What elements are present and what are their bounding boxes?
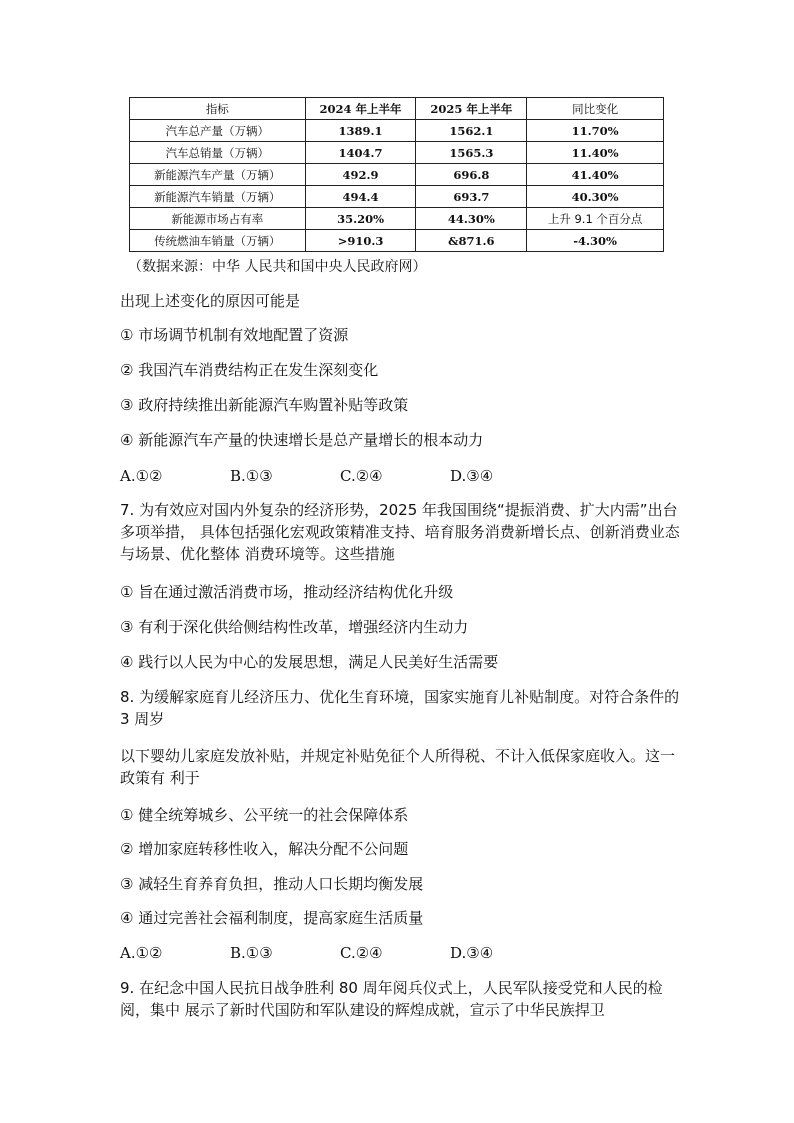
header-2024h1: 2024 年上半年 xyxy=(305,98,416,120)
table-cell: 1404.7 xyxy=(305,142,416,164)
table-cell: 35.20% xyxy=(305,208,416,230)
table-cell: 693.7 xyxy=(416,186,527,208)
table-cell: 1565.3 xyxy=(416,142,527,164)
q6-option-c: C.②④ xyxy=(340,467,383,485)
header-indicator: 指标 xyxy=(130,98,306,120)
q6-stem: 出现上述变化的原因可能是 xyxy=(120,292,301,310)
q8-stem-part2: 以下婴幼儿家庭发放补贴，并规定补贴免征个人所得税、不计入低保家庭收入。这一政策有 利于 xyxy=(120,747,676,787)
q8-item-3: ③ 减轻生育养育负担，推动人口长期均衡发展 xyxy=(120,875,424,893)
q7-item-1: ① 旨在通过激活消费市场，推动经济结构优化升级 xyxy=(120,583,454,601)
q8-item-1: ① 健全统筹城乡、公平统一的社会保障体系 xyxy=(120,806,409,824)
table-cell: >910.3 xyxy=(305,230,416,252)
table-cell: 新能源汽车产量（万辆） xyxy=(130,164,306,186)
q9-stem: 9. 在纪念中国人民抗日战争胜利 80 周年阅兵仪式上，人民军队接受党和人民的检阅，集中 展示了新时代国防和军队建设的辉煌成就，宣示了中华民族捍卫 xyxy=(120,979,663,1019)
q8-option-d: D.③④ xyxy=(450,944,494,962)
q6-item-3: ③ 政府持续推出新能源汽车购置补贴等政策 xyxy=(120,396,409,414)
table-cell: 1562.1 xyxy=(416,120,527,142)
vehicle-data-table xyxy=(129,97,664,252)
table-cell: 11.40% xyxy=(527,142,664,164)
table-row xyxy=(130,120,664,142)
table-cell: 41.40% xyxy=(527,164,664,186)
table-cell: 44.30% xyxy=(416,208,527,230)
q8-option-b: B.①③ xyxy=(230,944,273,962)
table-row xyxy=(130,208,664,230)
q6-item-2: ② 我国汽车消费结构正在发生深刻变化 xyxy=(120,361,379,379)
q8-item-4: ④ 通过完善社会福利制度，提高家庭生活质量 xyxy=(120,909,424,927)
table-cell: 11.70% xyxy=(527,120,664,142)
table-row xyxy=(130,186,664,208)
table-row xyxy=(130,230,664,252)
table-cell: 40.30% xyxy=(527,186,664,208)
header-2025h1: 2025 年上半年 xyxy=(416,98,527,120)
table-cell: 汽车总产量（万辆） xyxy=(130,120,306,142)
table-row xyxy=(130,164,664,186)
q8-option-a: A.①② xyxy=(120,944,163,962)
q6-options xyxy=(120,465,560,487)
table-cell: 新能源市场占有率 xyxy=(130,208,306,230)
q8-options xyxy=(120,942,560,964)
table-row xyxy=(130,142,664,164)
q6-item-1: ① 市场调节机制有效地配置了资源 xyxy=(120,326,349,344)
table-cell: 上升 9.1 个百分点 xyxy=(527,208,664,230)
q8-stem-part1: 8. 为缓解家庭育儿经济压力、优化生育环境，国家实施育儿补贴制度。对符合条件的 3 周岁 xyxy=(120,688,680,728)
q7-item-4: ④ 践行以人民为中心的发展思想，满足人民美好生活需要 xyxy=(120,653,499,671)
q8-option-c: C.②④ xyxy=(340,944,383,962)
q7-stem: 7. 为有效应对国内外复杂的经济形势，2025 年我国围绕“提振消费、扩大内需”出台多项举措， 具体包括强化宏观政策精准支持、培育服务消费新增长点、创新消费业态与场景、优化整体 消费环境等。这些措施 xyxy=(120,501,680,563)
table-cell: 1389.1 xyxy=(305,120,416,142)
data-source-note: （数据来源：中华 人民共和国中央人民政府网） xyxy=(128,259,427,275)
table-cell: &871.6 xyxy=(416,230,527,252)
q6-option-d: D.③④ xyxy=(450,467,494,485)
table-cell: 494.4 xyxy=(305,186,416,208)
q6-item-4: ④ 新能源汽车产量的快速增长是总产量增长的根本动力 xyxy=(120,431,484,449)
q6-option-a: A.①② xyxy=(120,467,163,485)
table-header-row xyxy=(130,98,664,120)
table-cell: -4.30% xyxy=(527,230,664,252)
q6-option-b: B.①③ xyxy=(230,467,273,485)
table-cell: 汽车总销量（万辆） xyxy=(130,142,306,164)
table-cell: 新能源汽车销量（万辆） xyxy=(130,186,306,208)
table-cell: 696.8 xyxy=(416,164,527,186)
q7-item-3: ③ 有利于深化供给侧结构性改革，增强经济内生动力 xyxy=(120,618,469,636)
q8-item-2: ② 增加家庭转移性收入，解决分配不公问题 xyxy=(120,840,409,858)
header-yoy-change: 同比变化 xyxy=(527,98,664,120)
table-cell: 传统燃油车销量（万辆） xyxy=(130,230,306,252)
table-cell: 492.9 xyxy=(305,164,416,186)
